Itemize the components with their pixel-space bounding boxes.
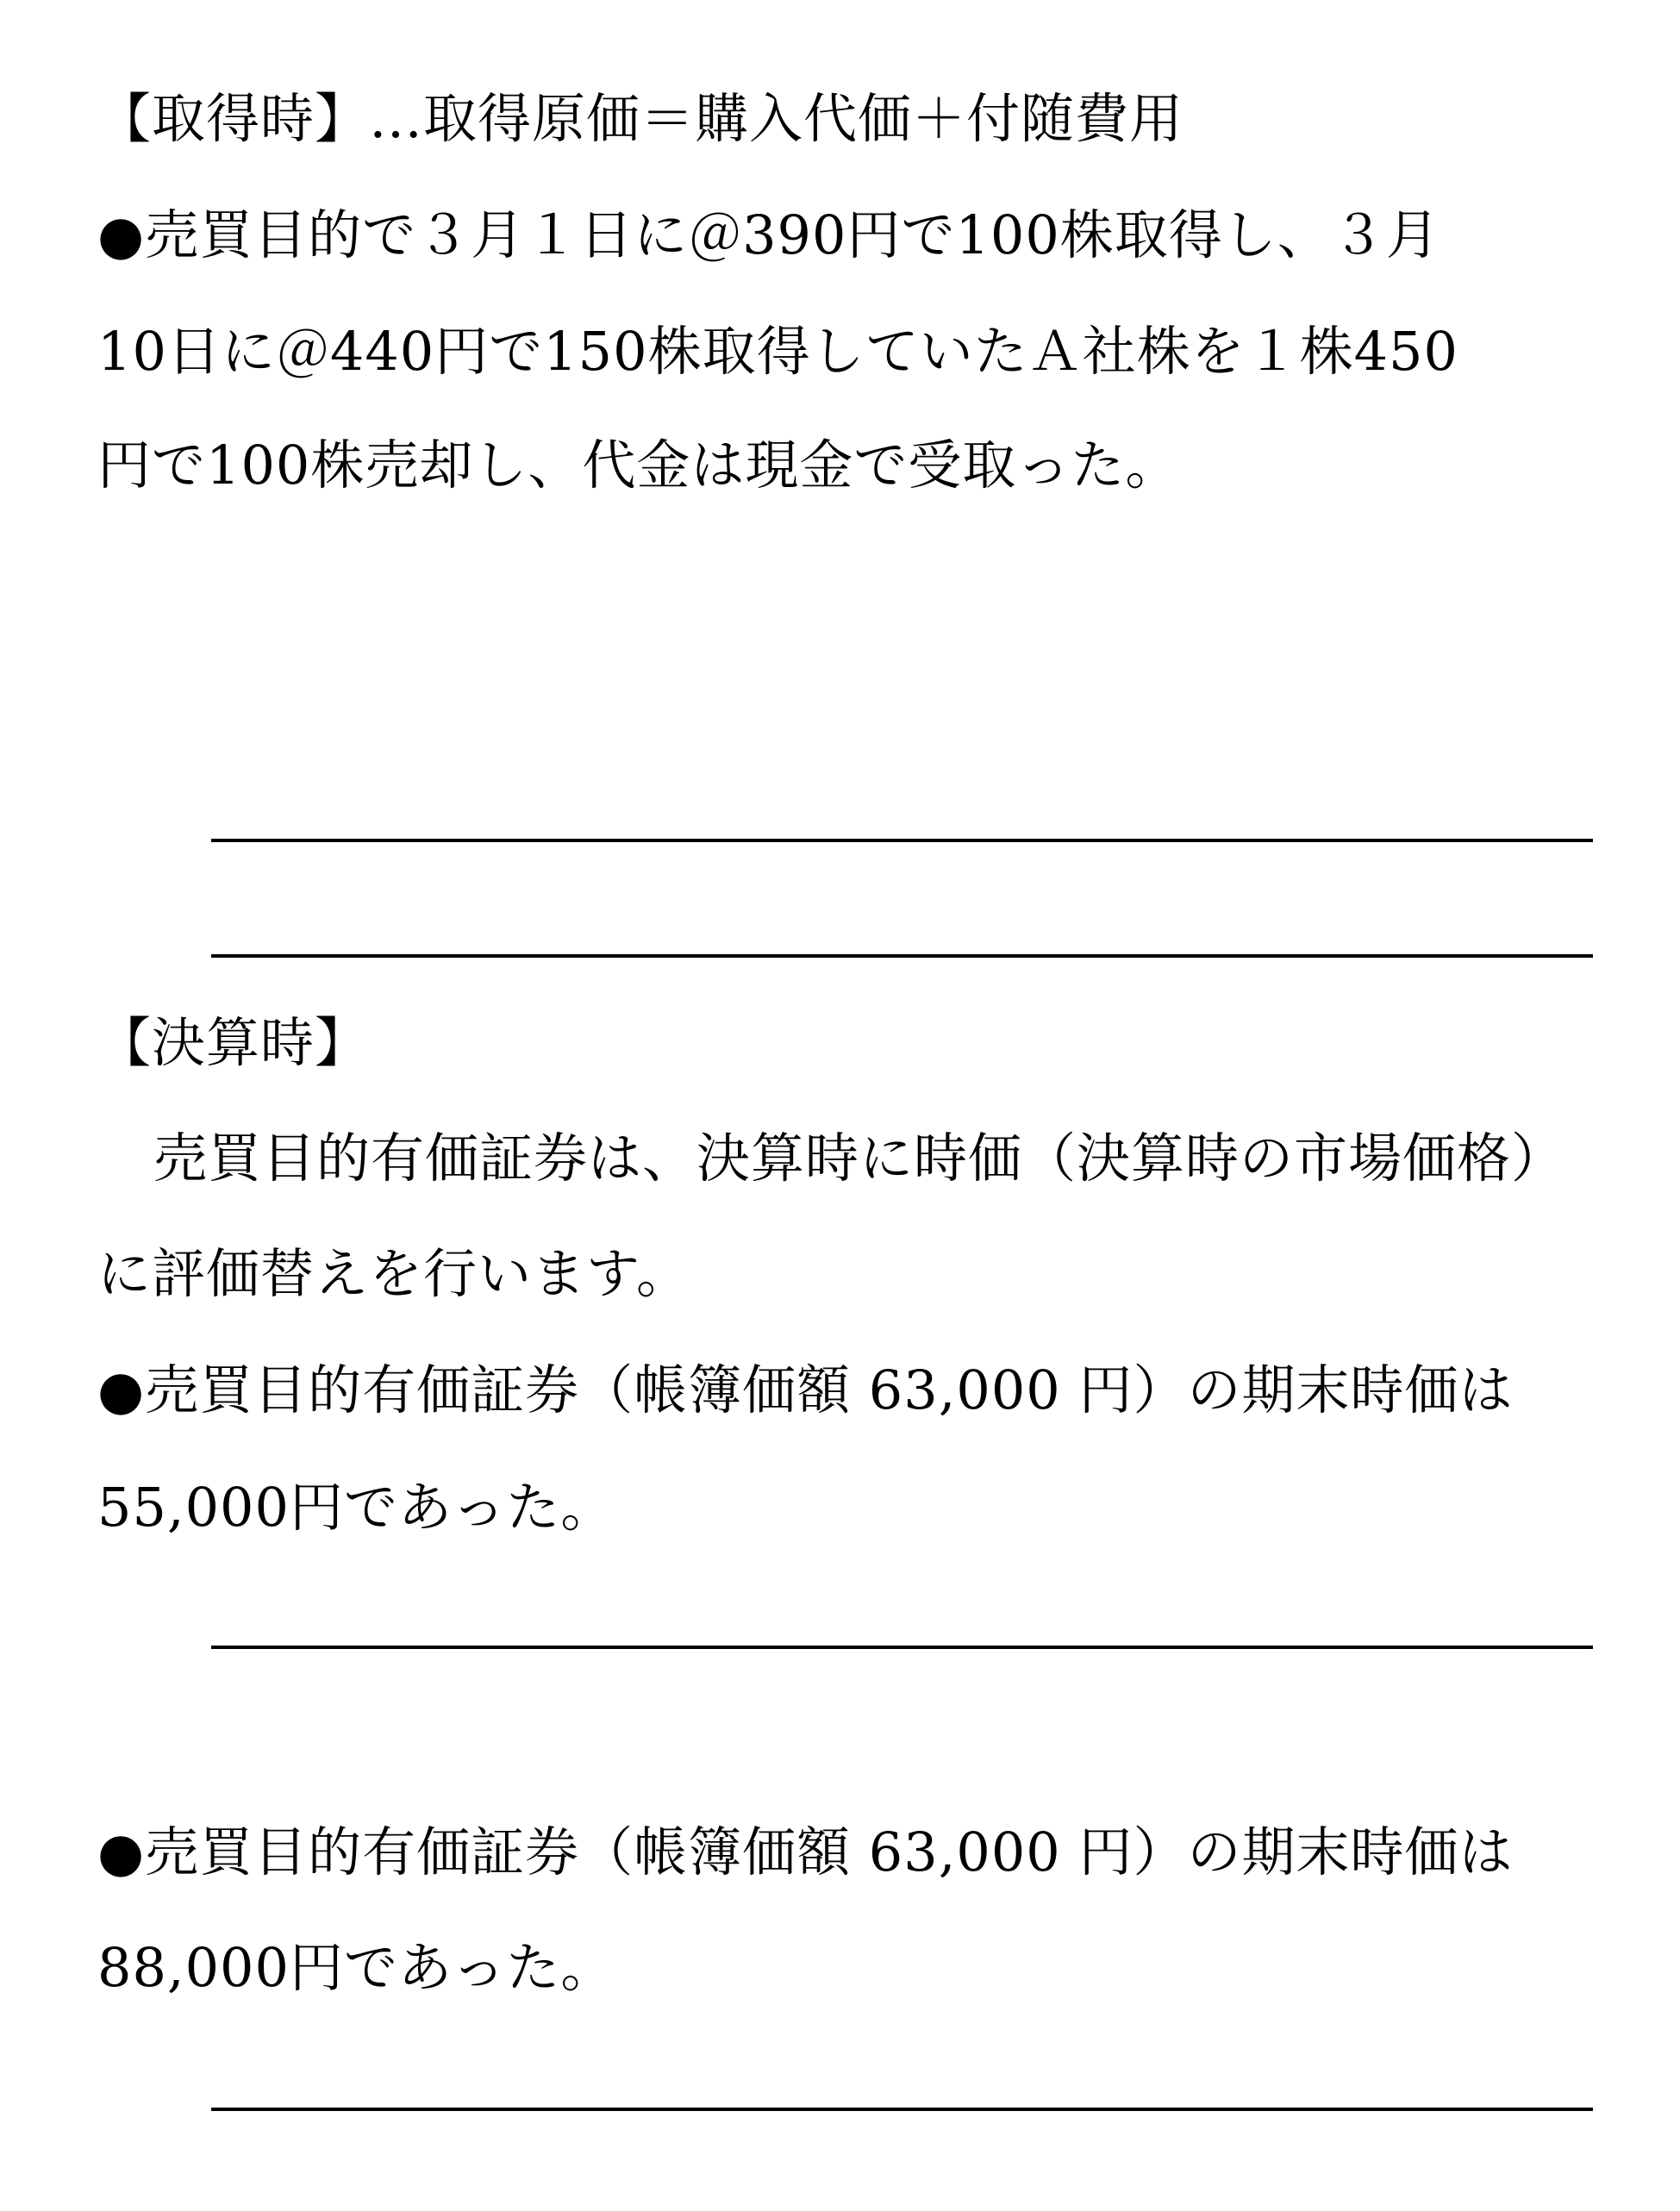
answer-line-3	[211, 1646, 1593, 1649]
answer-line-2	[211, 954, 1593, 958]
acquisition-problem-line-3: 円で100株売却し、代金は現金で受取った。	[97, 434, 1180, 497]
settlement-problem1-line-1: ●売買目的有価証券（帳簿価額 63,000 円）の期末時価は	[97, 1358, 1514, 1421]
acquisition-problem-line-2: 10日に＠440円で150株取得していたＡ社株を１株450	[97, 320, 1458, 383]
settlement-heading: 【決算時】	[97, 1011, 370, 1074]
answer-line-4	[211, 2108, 1593, 2111]
answer-line-1	[211, 839, 1593, 842]
settlement-problem2-line-2: 88,000円であった。	[97, 1936, 615, 1999]
settlement-problem1-line-2: 55,000円であった。	[97, 1476, 615, 1539]
settlement-intro-line-1: 売買目的有価証券は、決算時に時価（決算時の市場価格）	[153, 1127, 1566, 1190]
acquisition-problem-line-1: ●売買目的で３月１日に＠390円で100株取得し、３月	[97, 203, 1440, 266]
acquisition-heading: 【取得時】…取得原価＝購入代価＋付随費用	[97, 87, 1184, 150]
settlement-problem2-line-1: ●売買目的有価証券（帳簿価額 63,000 円）の期末時価は	[97, 1821, 1514, 1883]
settlement-intro-line-2: に評価替えを行います。	[97, 1242, 691, 1305]
